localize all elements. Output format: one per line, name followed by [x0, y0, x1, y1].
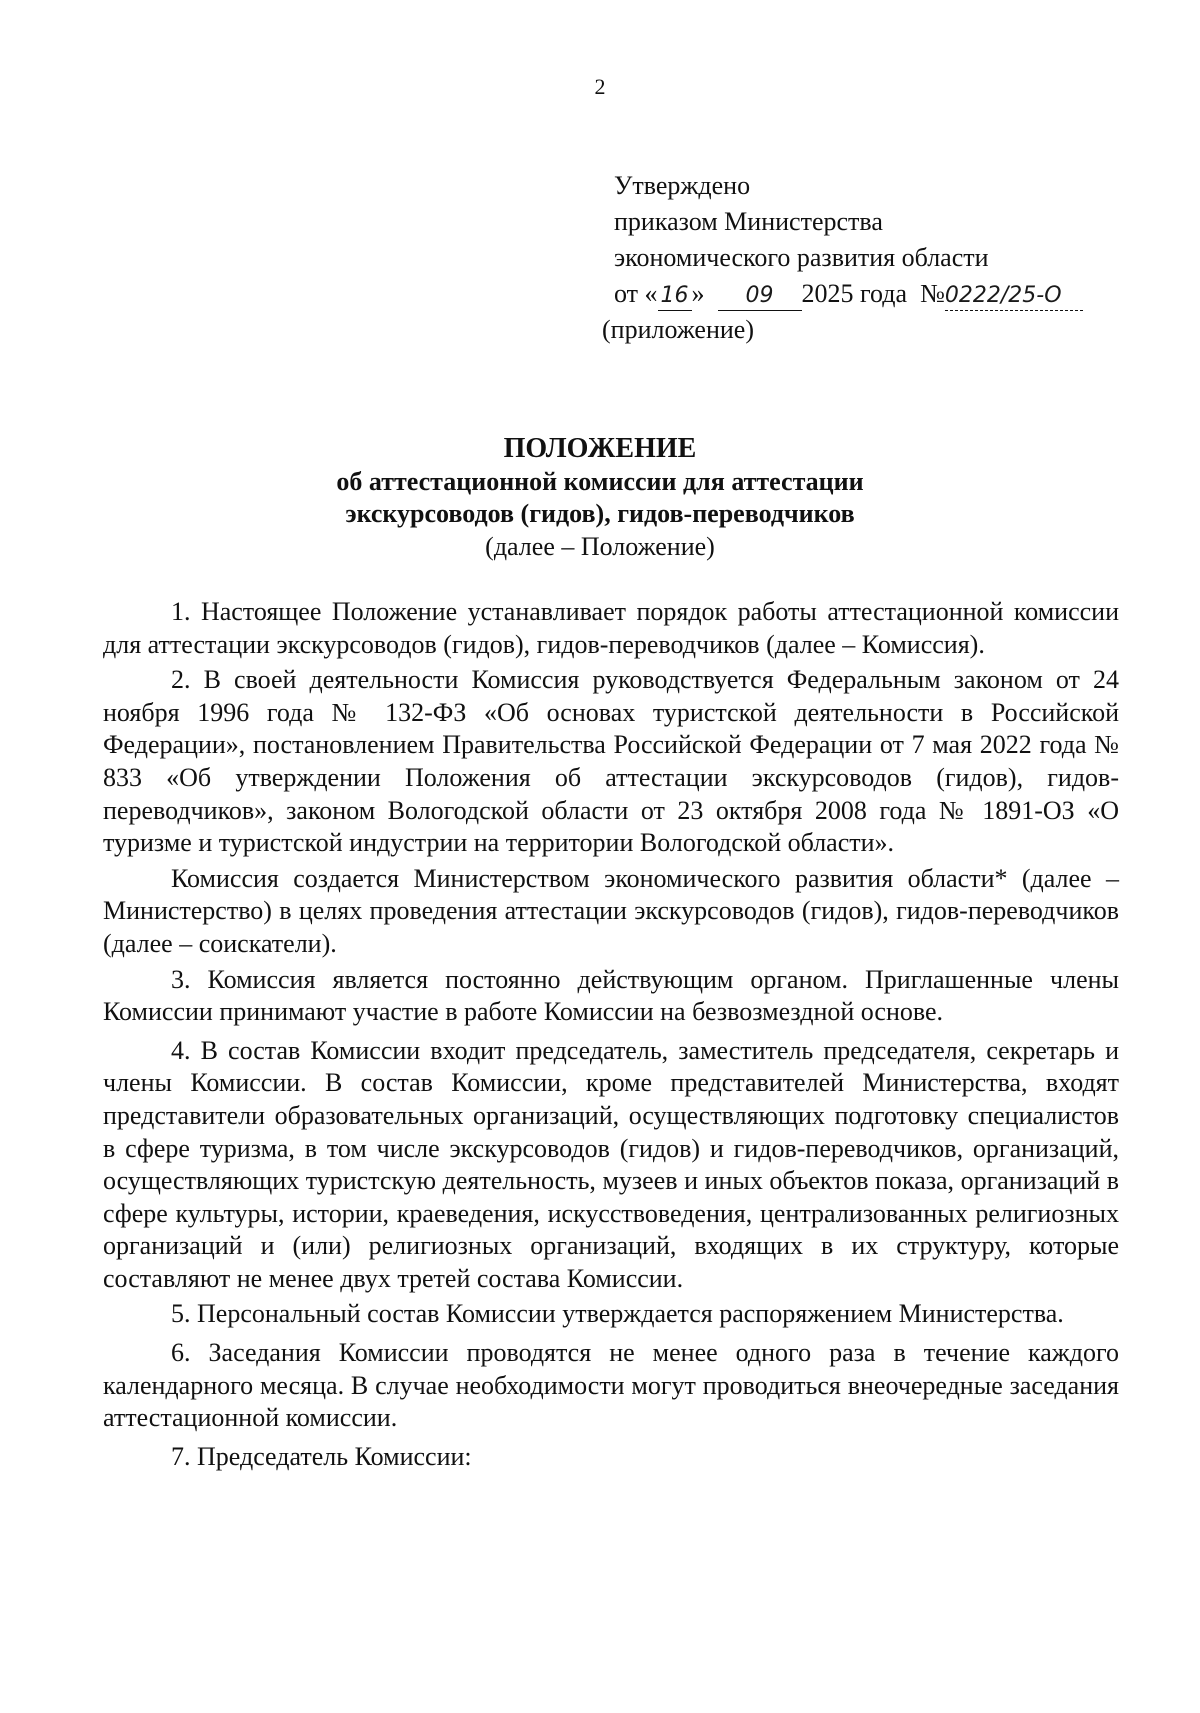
- title-subheading-1: об аттестационной комиссии для аттестации: [336, 467, 864, 496]
- paragraph-5: 5. Персональный состав Комиссии утверждается распоряжением Министерства.: [171, 1299, 1064, 1329]
- approval-date-line: [614, 276, 1083, 312]
- title-hereinafter: (далее – Положение): [485, 532, 715, 561]
- document-title: [0, 432, 1200, 564]
- date-prefix: от «: [614, 279, 658, 308]
- paragraph-2: 2. В своей деятельности Комиссия руководствуется Федеральным законом от 24 ноября 1996 года № 132-ФЗ «Об основах туристской деятельности в Российской Федерации», постановлением Правительства Российской Федерации от 7 мая 2022 года № 833 «Об утверждении Положения об аттестации экскурсоводов (гидов), гидов-переводчиков», законом Вологодской области от 23 октября 2008 года № 1891-ОЗ «О туризме и туристской индустрии на территории Вологодской области».: [103, 665, 1119, 858]
- paragraph-2-commission: Комиссия создается Министерством экономического развития области* (далее – Министерство) в целях проведения аттестации экскурсоводов (гидов), гидов-переводчиков (далее – соискатели).: [103, 863, 1119, 958]
- page-number: 2: [594, 74, 606, 99]
- paragraph-6: 6. Заседания Комиссии проводятся не менее одного раза в течение каждого календарного месяца. В случае необходимости могут проводиться внеочередные заседания аттестационной комиссии.: [103, 1338, 1119, 1433]
- title-heading: ПОЛОЖЕНИЕ: [503, 433, 697, 464]
- approval-stamp: [602, 168, 1083, 348]
- handwritten-number: 0222/25-О: [945, 282, 1083, 311]
- approval-approved: Утверждено: [614, 171, 751, 200]
- title-subheading-2: экскурсоводов (гидов), гидов-переводчиков: [345, 499, 855, 528]
- approval-ministry: экономического развития области: [614, 243, 989, 272]
- paragraph-3: 3. Комиссия является постоянно действующим органом. Приглашенные члены Комиссии принимают участие в работе Комиссии на безвозмездной основе.: [103, 964, 1119, 1027]
- date-year: 2025 года: [801, 279, 908, 308]
- approval-order-of: приказом Министерства: [614, 207, 883, 236]
- document-body: [103, 596, 1119, 1476]
- handwritten-day: 16: [658, 282, 692, 311]
- paragraph-4: 4. В состав Комиссии входит председатель, заместитель председателя, секретарь и члены Комиссии. В состав Комиссии, кроме представителей Министерства, входят представители образовательных организаций, осуществляющих подготовку специалистов в сфере туризма, в том числе экскурсоводов (гидов) и гидов-переводчиков, организаций, осуществляющих туристскую деятельность, музеев и иных объектов показа, организаций в сфере культуры, истории, краеведения, искусствоведения, централизованных религиозных организаций и (или) религиозных организаций, входящих в их структуру, которые составляют не менее двух третей состава Комиссии.: [103, 1035, 1119, 1293]
- number-prefix: №: [920, 279, 945, 308]
- approval-note: (приложение): [602, 315, 755, 344]
- date-mid: »: [691, 279, 705, 308]
- paragraph-7: 7. Председатель Комиссии:: [171, 1441, 472, 1471]
- handwritten-month: 09: [718, 282, 802, 311]
- paragraph-1: 1. Настоящее Положение устанавливает порядок работы аттестационной комиссии для аттестации экскурсоводов (гидов), гидов-переводчиков (далее – Комиссия).: [103, 597, 1119, 659]
